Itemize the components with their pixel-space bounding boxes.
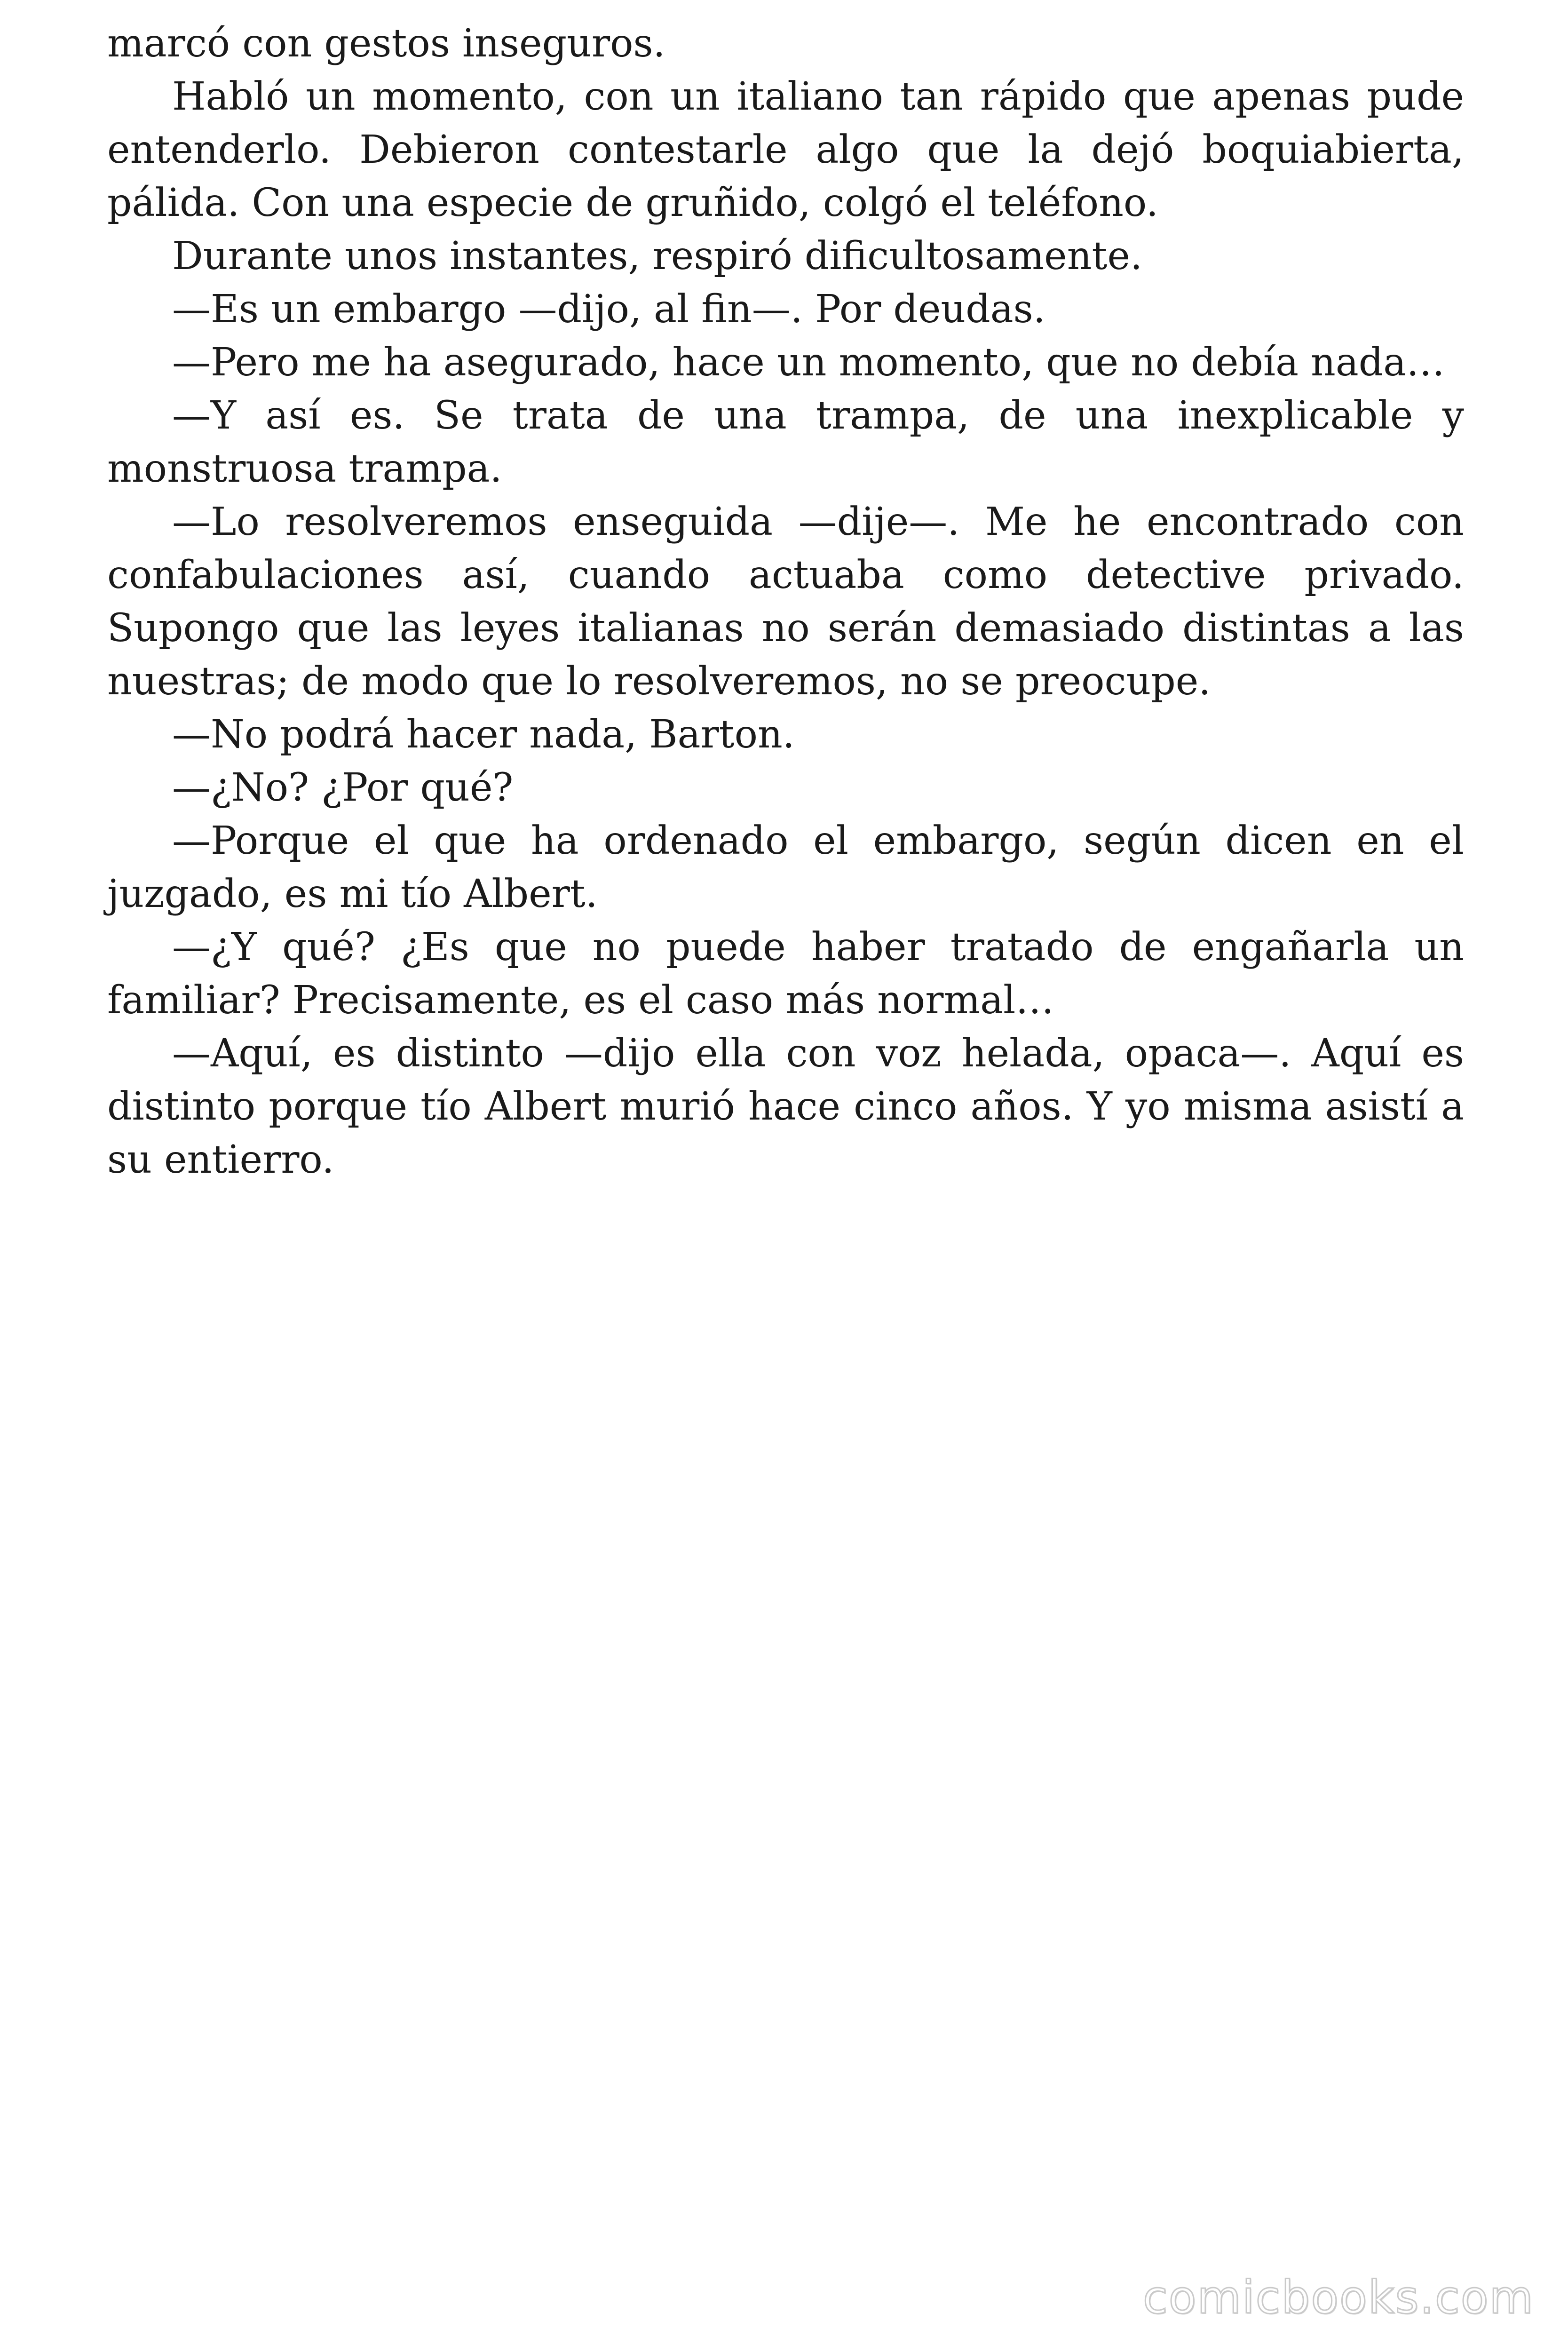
paragraph: marcó con gestos inseguros. [107, 21, 665, 66]
page-body [107, 17, 1464, 1186]
watermark: comicbooks.com [1142, 2271, 1534, 2324]
paragraph: —Lo resolveremos enseguida —dije—. Me he encontrado con confabulaciones así, cuando actuaba como detective privado. Supongo que las leyes italianas no serán demasiado distintas a las nuestras; de modo que lo resolveremos, no se preocupe. [107, 500, 1464, 704]
paragraph: —¿Y qué? ¿Es que no puede haber tratado de engañarla un familiar? Precisamente, es el caso más normal… [107, 925, 1464, 1023]
paragraph: Habló un momento, con un italiano tan rápido que apenas pude entenderlo. Debieron contestarle algo que la dejó boquiabierta, pálida. Con una especie de gruñido, colgó el teléfono. [107, 74, 1464, 225]
paragraph: —No podrá hacer nada, Barton. [172, 712, 795, 757]
paragraph: —Es un embargo —dijo, al fin—. Por deudas. [172, 287, 1045, 332]
paragraph: —Y así es. Se trata de una trampa, de una inexplicable y monstruosa trampa. [107, 393, 1464, 491]
paragraph: Durante unos instantes, respiró dificultosamente. [172, 234, 1143, 278]
paragraph: —Aquí, es distinto —dijo ella con voz helada, opaca—. Aquí es distinto porque tío Albert murió hace cinco años. Y yo misma asistí a su entierro. [107, 1031, 1464, 1182]
paragraph: —Pero me ha asegurado, hace un momento, que no debía nada… [172, 340, 1445, 385]
paragraph: —¿No? ¿Por qué? [172, 765, 514, 810]
paragraph: —Porque el que ha ordenado el embargo, según dicen en el juzgado, es mi tío Albert. [107, 818, 1464, 916]
